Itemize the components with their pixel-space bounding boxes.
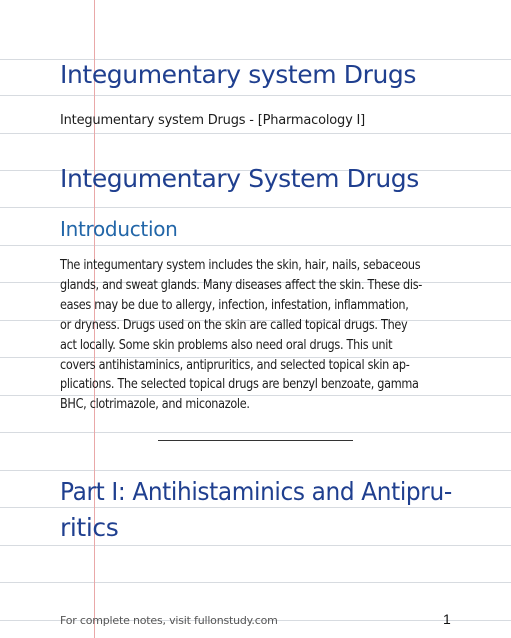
rule-line — [0, 133, 511, 134]
rule-line — [0, 582, 511, 583]
paragraph-line: or dryness. Drugs used on the skin are called topical drugs. They — [60, 317, 408, 333]
page-number: 1 — [443, 611, 451, 627]
footer-note: For complete notes, visit fullonstudy.com — [60, 614, 278, 627]
rule-line — [0, 507, 511, 508]
rule-line — [0, 245, 511, 246]
paragraph-line: act locally. Some skin problems also need oral drugs. This unit — [60, 337, 393, 353]
paragraph-line: eases may be due to allergy, infection, infestation, inflammation, — [60, 297, 409, 313]
introduction-paragraph — [60, 256, 452, 415]
rule-line — [0, 207, 511, 208]
document-subtitle: Integumentary system Drugs - [Pharmacology I] — [60, 113, 366, 128]
paragraph-line: covers antihistaminics, antipruritics, and selected topical skin ap- — [60, 357, 410, 373]
paragraph-line: plications. The selected topical drugs are benzyl benzoate, gamma — [60, 377, 419, 393]
part-heading: Part I: Antihistaminics and Antipru- — [60, 477, 452, 506]
section-heading: Integumentary System Drugs — [60, 164, 419, 193]
rule-line — [0, 545, 511, 546]
paragraph-line: glands, and sweat glands. Many diseases affect the skin. These dis- — [60, 277, 423, 293]
rule-line — [0, 432, 511, 433]
paragraph-line: The integumentary system includes the skin, hair, nails, sebaceous — [60, 258, 421, 273]
paragraph-line: BHC, clotrimazole, and miconazole. — [60, 397, 250, 413]
part-heading-continued: ritics — [60, 513, 119, 542]
rule-line — [0, 95, 511, 96]
introduction-heading: Introduction — [60, 217, 178, 241]
document-title: Integumentary system Drugs — [60, 60, 417, 89]
rule-line — [0, 470, 511, 471]
section-divider — [158, 440, 353, 441]
